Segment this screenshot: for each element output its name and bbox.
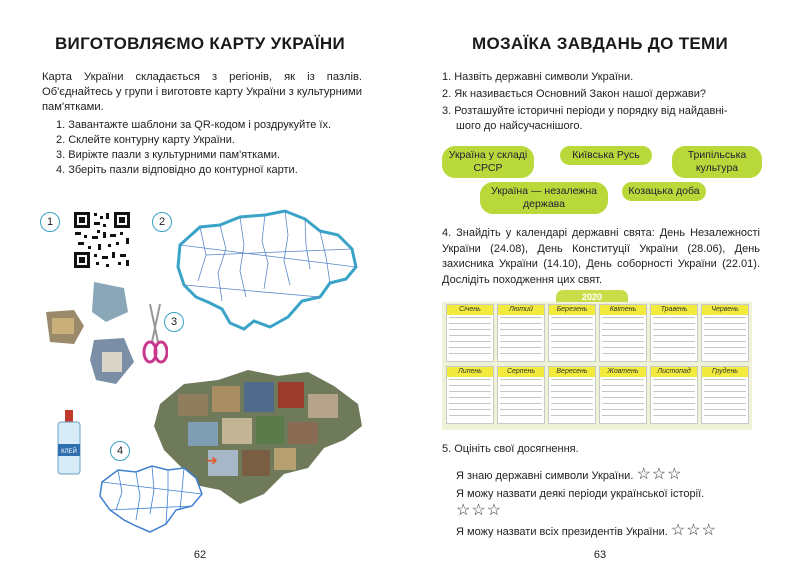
- period-card-kyivan-rus[interactable]: Київська Русь: [560, 146, 652, 165]
- ukraine-outline-map: [170, 205, 362, 337]
- calendar-month: Січень: [446, 304, 494, 362]
- page-title: ВИГОТОВЛЯЄМО КАРТУ УКРАЇНИ: [54, 34, 346, 53]
- scissors-icon: [142, 302, 168, 366]
- task-4: 4. Знайдіть у календарі державні свята: День Незалежності України (24.08), День Конституції України (28.06), День захисника України (14.10), День соборності України (22.01). Дослідіть походження цих свят.: [442, 227, 760, 286]
- page-number: 62: [193, 549, 207, 561]
- calendar-month: Травень: [650, 304, 698, 362]
- list-item: 2. Склейте контурну карту України.: [56, 134, 235, 146]
- page-number: 63: [593, 549, 607, 561]
- step-badge-4: 4: [110, 441, 130, 461]
- calendar-month: Червень: [701, 304, 749, 362]
- task-2: 2. Як називається Основний Закон нашої держави?: [442, 88, 706, 100]
- glue-bottle-icon: [56, 410, 82, 476]
- step-badge-3: 3: [164, 312, 184, 332]
- rating-stars[interactable]: ☆☆☆: [456, 502, 503, 519]
- landmark-puzzle-pieces: [44, 282, 140, 392]
- rating-stars[interactable]: ☆☆☆: [636, 466, 683, 483]
- calendar-month: Березень: [548, 304, 596, 362]
- task-1: 1. Назвіть державні символи України.: [442, 71, 634, 83]
- achievement-text: Я можу назвати всіх президентів України.: [456, 526, 668, 538]
- period-card-cossack[interactable]: Козацька доба: [622, 182, 706, 201]
- step-badge-1: 1: [40, 212, 60, 232]
- task-list: [442, 70, 772, 136]
- task-5: 5. Оцініть свої досягнення.: [442, 443, 579, 455]
- right-page: [400, 0, 800, 577]
- contour-map-outline: [96, 462, 206, 538]
- calendar-month: Вересень: [548, 366, 596, 424]
- calendar-month: Липень: [446, 366, 494, 424]
- calendar-month: Квітень: [599, 304, 647, 362]
- calendar-month: Лютий: [497, 304, 545, 362]
- calendar-month: Серпень: [497, 366, 545, 424]
- calendar-month: Листопад: [650, 366, 698, 424]
- step-badge-2: 2: [152, 212, 172, 232]
- glue-label: КЛЕЙ: [61, 449, 77, 455]
- calendar-month: Жовтень: [599, 366, 647, 424]
- period-card-independent[interactable]: Україна — незалежна держава: [480, 182, 608, 214]
- list-item: 1. Завантажте шаблони за QR-кодом і роздрукуйте їх.: [56, 119, 332, 131]
- steps-list: [56, 118, 331, 178]
- list-item: 4. Зберіть пазли відповідно до контурної карти.: [56, 164, 298, 176]
- period-card-ussr[interactable]: Україна у складі СРСР: [442, 146, 534, 178]
- intro-text: Карта України складається з регіонів, як із пазлів. Об'єднайтесь у групи і виготовте карту України з культурними пам'ятками.: [42, 71, 362, 113]
- list-item: 3. Виріжте пазли з культурними пам'ятками.: [56, 149, 281, 161]
- calendar-month: Грудень: [701, 366, 749, 424]
- page-title: МОЗАЇКА ЗАВДАНЬ ДО ТЕМИ: [471, 34, 729, 53]
- achievement-row: [456, 464, 682, 484]
- rating-stars[interactable]: ☆☆☆: [670, 522, 717, 539]
- task-3: 3. Розташуйте історичні періоди у порядку від найдавні-: [442, 105, 728, 117]
- period-card-trypillia[interactable]: Трипільська культура: [672, 146, 762, 178]
- qr-code-image[interactable]: [72, 210, 132, 270]
- achievement-row: [456, 520, 717, 540]
- achievement-text: Я знаю державні символи України.: [456, 470, 634, 482]
- arrow-right-icon: ➜: [206, 452, 218, 468]
- task-3-cont: шого до найсучаснішого.: [456, 120, 583, 132]
- calendar-year: 2020: [556, 290, 628, 304]
- achievement-text: Я можу назвати деякі періоди української історії.: [456, 488, 705, 500]
- achievement-row: [456, 488, 756, 520]
